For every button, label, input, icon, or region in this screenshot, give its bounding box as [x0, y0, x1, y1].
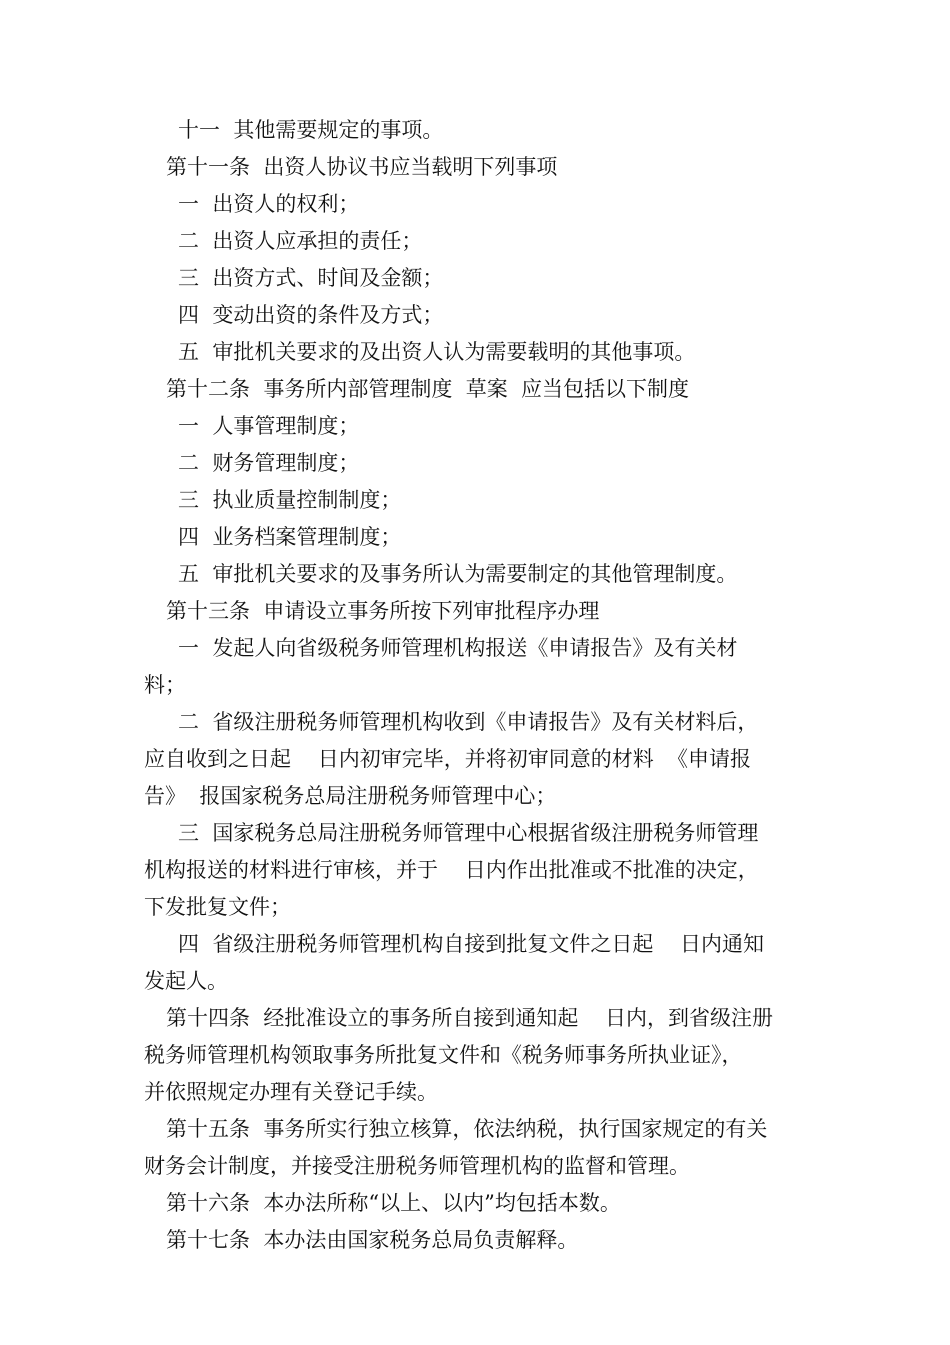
article-heading: 第十一条 出资人协议书应当载明下列事项 [166, 155, 558, 179]
list-item: 三 出资方式、时间及金额； [178, 266, 444, 290]
text-line: 发起人。 [144, 969, 228, 993]
article-heading: 第十六条 本办法所称“以上、以内”均包括本数。 [166, 1191, 621, 1215]
text-line: 并依照规定办理有关登记手续。 [144, 1080, 438, 1104]
article-heading: 第十三条 申请设立事务所按下列审批程序办理 [166, 599, 600, 623]
list-item: 五 审批机关要求的及出资人认为需要载明的其他事项。 [178, 340, 696, 364]
text-line: 告》 报国家税务总局注册税务师管理中心； [144, 784, 557, 808]
list-item: 二 出资人应承担的责任； [178, 229, 423, 253]
list-item: 四 业务档案管理制度； [178, 525, 402, 549]
list-item: 一 人事管理制度； [178, 414, 360, 438]
text-line: 料； [144, 673, 186, 697]
list-item: 四 省级注册税务师管理机构自接到批复文件之日起 日内通知 [178, 932, 765, 956]
text-line: 应自收到之日起 日内初审完毕，并将初审同意的材料 《申请报 [144, 747, 752, 771]
article-heading: 第十四条 经批准设立的事务所自接到通知起 日内，到省级注册 [166, 1006, 774, 1030]
list-item: 三 国家税务总局注册税务师管理中心根据省级注册税务师管理 [178, 821, 759, 845]
text-line: 税务师管理机构领取事务所批复文件和《税务师事务所执业证》， [144, 1043, 743, 1067]
document-body [144, 112, 812, 1259]
text-line: 机构报送的材料进行审核，并于 日内作出批准或不批准的决定， [144, 858, 759, 882]
list-item: 二 省级注册税务师管理机构收到《申请报告》及有关材料后， [178, 710, 759, 734]
list-item: 一 发起人向省级税务师管理机构报送《申请报告》及有关材 [178, 636, 738, 660]
article-heading: 第十二条 事务所内部管理制度 草案 应当包括以下制度 [166, 377, 690, 401]
article-heading: 第十七条 本办法由国家税务总局负责解释。 [166, 1228, 579, 1252]
text-line: 财务会计制度，并接受注册税务师管理机构的监督和管理。 [144, 1154, 690, 1178]
text-line: 十一 其他需要规定的事项。 [178, 118, 444, 142]
list-item: 三 执业质量控制制度； [178, 488, 402, 512]
list-item: 一 出资人的权利； [178, 192, 360, 216]
article-heading: 第十五条 事务所实行独立核算，依法纳税，执行国家规定的有关 [166, 1117, 768, 1141]
list-item: 四 变动出资的条件及方式； [178, 303, 444, 327]
list-item: 二 财务管理制度； [178, 451, 360, 475]
text-line: 下发批复文件； [144, 895, 291, 919]
list-item: 五 审批机关要求的及事务所认为需要制定的其他管理制度。 [178, 562, 738, 586]
